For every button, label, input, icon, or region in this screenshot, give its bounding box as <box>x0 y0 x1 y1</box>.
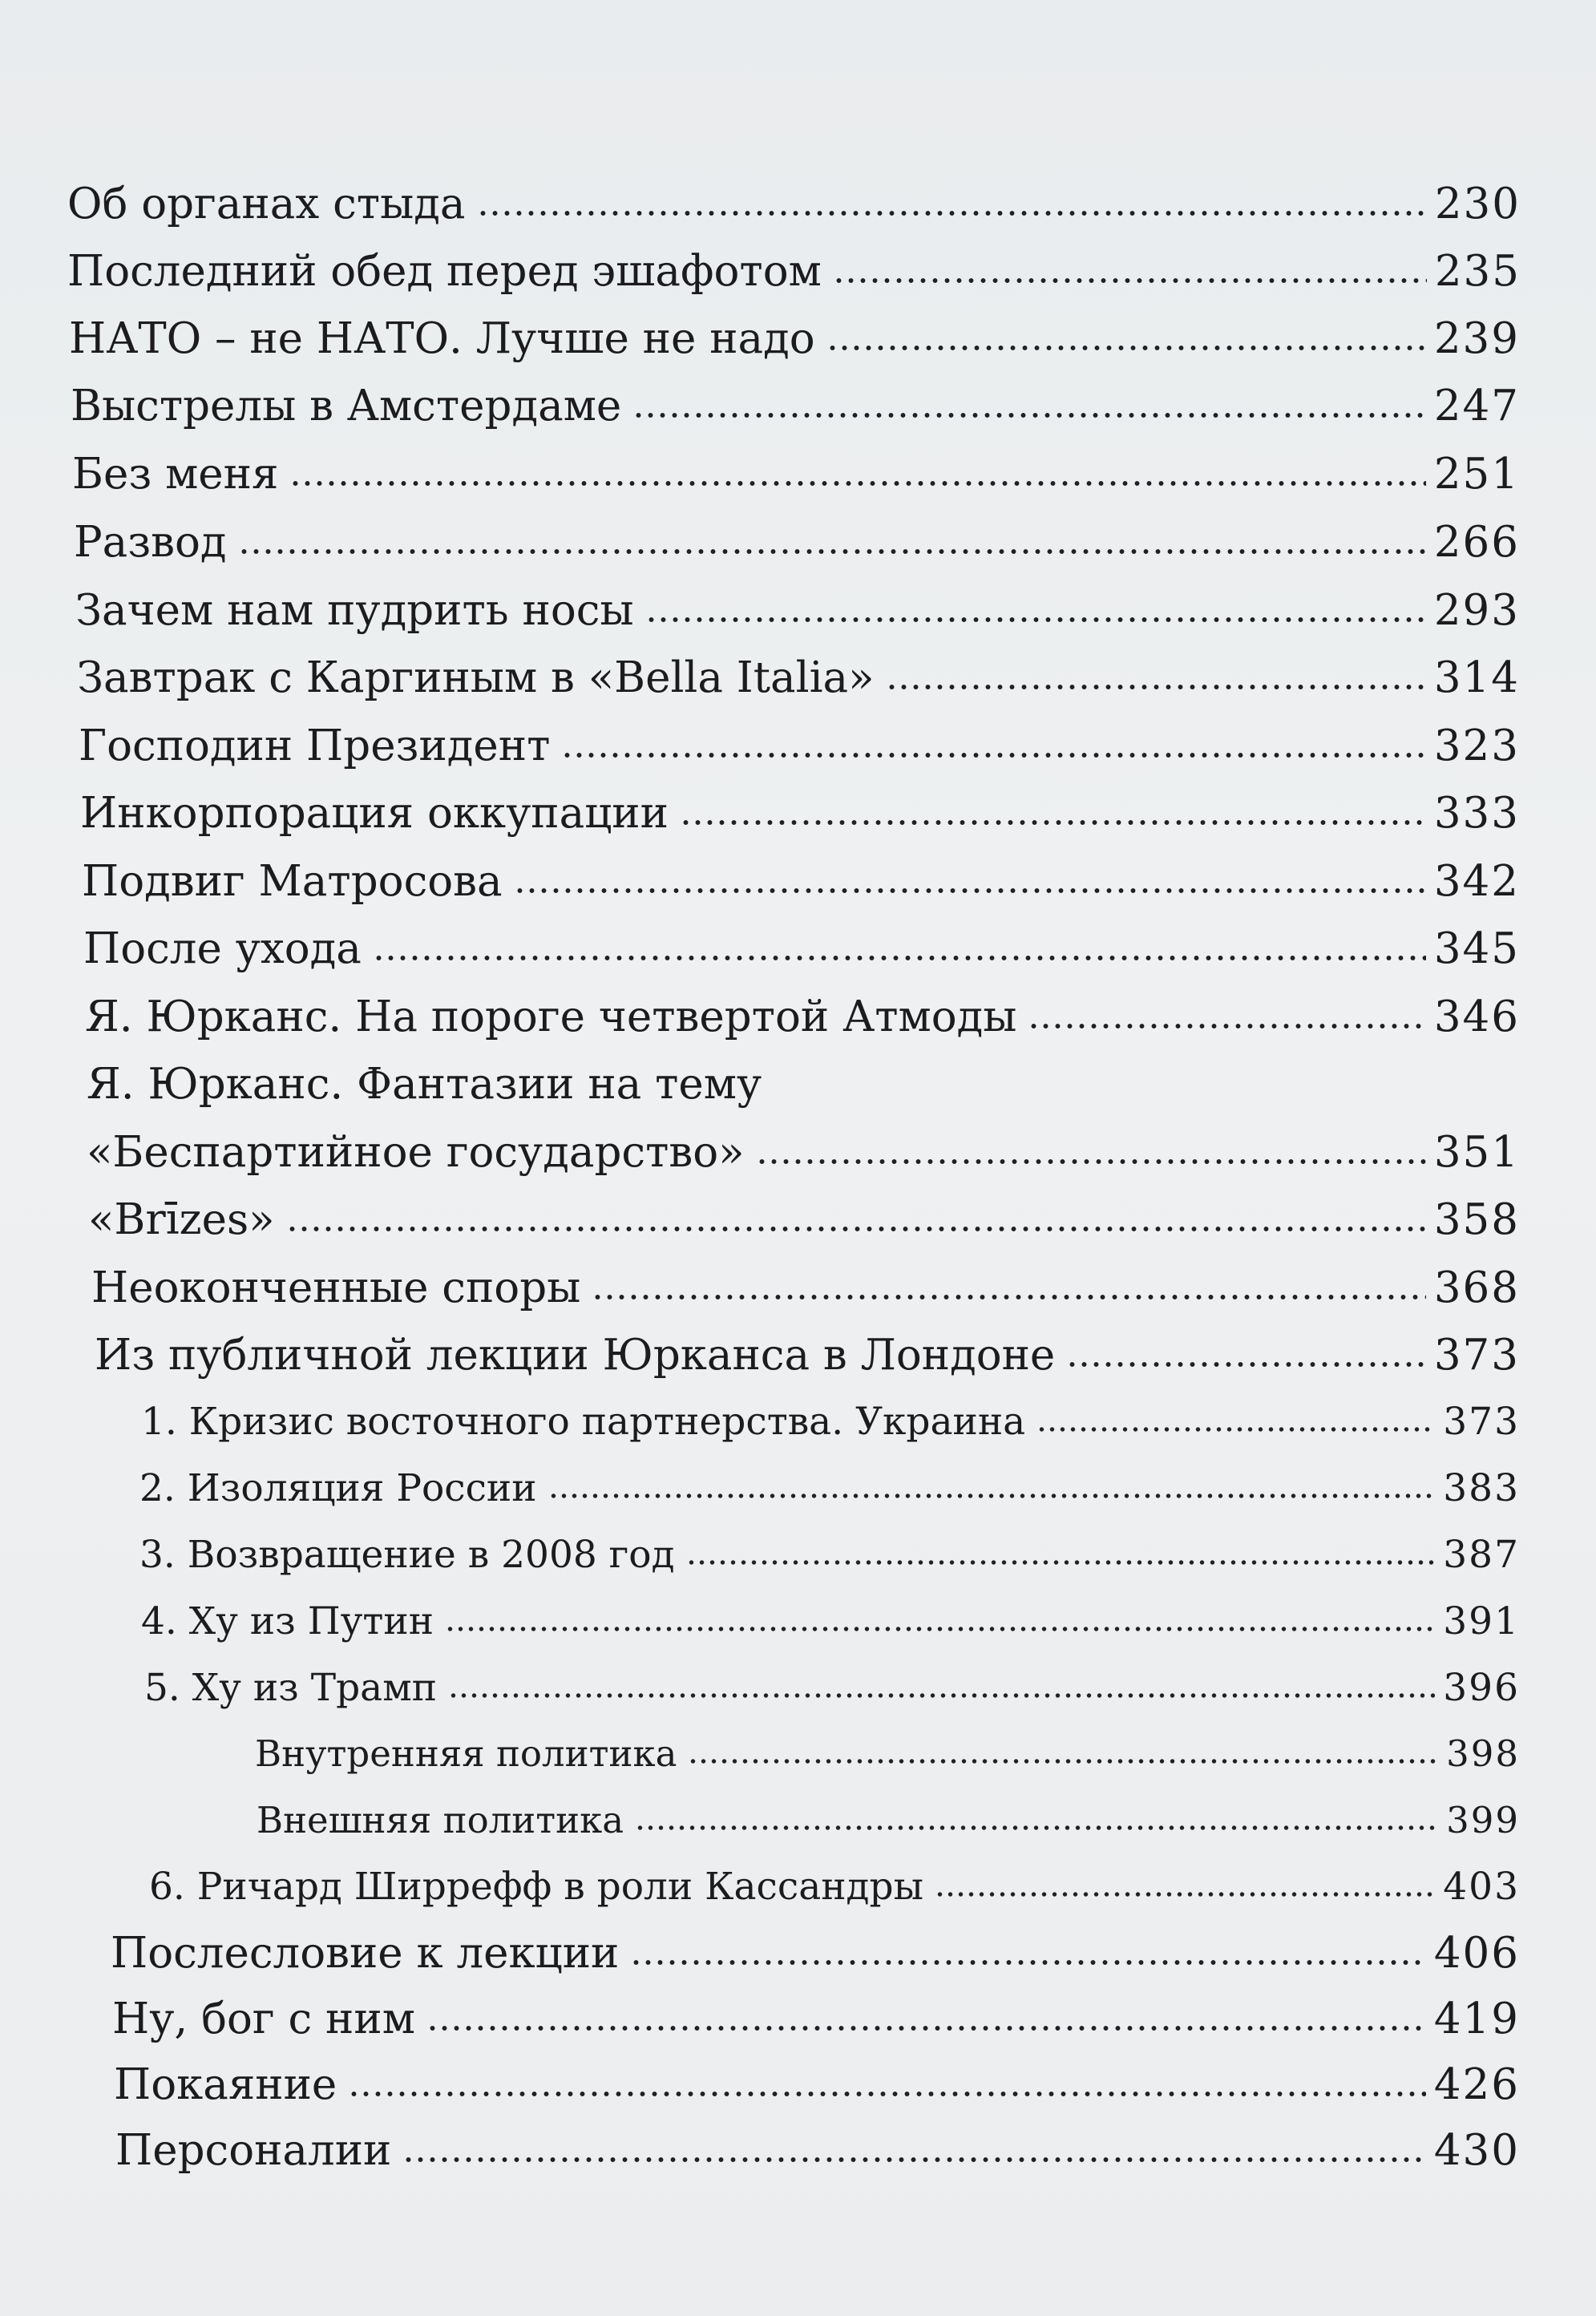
toc-entry-page: 235 <box>1434 247 1521 296</box>
toc-entry-title: Послесловие к лекции <box>111 1929 620 1978</box>
dot-leader <box>1036 1426 1435 1433</box>
dot-leader <box>402 2156 1425 2163</box>
toc-entry-page: 383 <box>1443 1466 1520 1510</box>
toc-entry-title: Ну, бог с ним <box>112 1995 415 2043</box>
toc-entry-page: 346 <box>1433 992 1520 1041</box>
toc-subentry[interactable] <box>139 1466 1520 1534</box>
toc-entry[interactable] <box>69 314 1520 382</box>
dot-leader <box>826 345 1426 351</box>
toc-entry[interactable] <box>95 1331 1520 1398</box>
toc-entry-title: Я. Юрканс. На пороге четвертой Атмоды <box>85 992 1017 1041</box>
dot-leader <box>1066 1361 1426 1368</box>
dot-leader <box>426 2025 1426 2031</box>
toc-entry-page: 239 <box>1433 314 1520 363</box>
toc-entry-page: 323 <box>1433 721 1520 770</box>
toc-entry[interactable] <box>75 586 1520 653</box>
dot-leader <box>632 412 1426 418</box>
toc-entry-title: Внешняя политика <box>257 1799 624 1841</box>
toc-entry[interactable] <box>87 1128 1520 1195</box>
toc-entry-title: Последний обед перед эшафотом <box>67 247 822 296</box>
toc-entry-page: 342 <box>1433 857 1520 906</box>
toc-entry-title: Инкорпорация оккупации <box>80 789 669 838</box>
toc-entry[interactable] <box>87 1060 1520 1127</box>
toc-entry-page: 314 <box>1433 653 1520 702</box>
toc-entry-page: 358 <box>1433 1195 1520 1244</box>
toc-entry[interactable] <box>115 2126 1520 2193</box>
toc-entry[interactable] <box>111 1929 1520 1996</box>
toc-entry-title: Господин Президент <box>79 721 551 770</box>
toc-entry[interactable] <box>82 857 1520 924</box>
toc-entry-title: 1. Кризис восточного партнерства. Украина <box>141 1400 1026 1444</box>
toc-entry[interactable] <box>79 721 1520 789</box>
toc-entry[interactable] <box>67 247 1521 314</box>
toc-entry[interactable] <box>88 1195 1520 1263</box>
dot-leader <box>756 1158 1426 1165</box>
dot-leader <box>688 1758 1438 1764</box>
toc-entry-title: После ухода <box>83 924 362 973</box>
toc-entry[interactable] <box>67 180 1521 247</box>
dot-leader <box>289 480 1425 487</box>
toc-entry-page: 391 <box>1443 1599 1520 1643</box>
toc-entry-page: 403 <box>1443 1865 1520 1909</box>
toc-entry-title: Подвиг Матросова <box>82 857 503 906</box>
toc-entry-title: Завтрак с Каргиным в «Bella Italia» <box>77 653 875 702</box>
dot-leader <box>286 1226 1426 1232</box>
dot-leader <box>548 1493 1436 1499</box>
toc-entry-page: 345 <box>1433 924 1520 973</box>
toc-entry[interactable] <box>112 1995 1520 2062</box>
toc-subentry[interactable] <box>149 1865 1520 1932</box>
toc-entry-page: 293 <box>1433 586 1520 635</box>
toc-entry[interactable] <box>85 992 1520 1060</box>
toc-entry[interactable] <box>71 382 1520 449</box>
toc-entry-title: Развод <box>74 518 227 567</box>
toc-entry-title: Покаяние <box>114 2060 337 2109</box>
toc-entry-title: Зачем нам пудрить носы <box>75 586 634 635</box>
toc-entry-title: Выстрелы в Амстердаме <box>71 382 622 430</box>
toc-entry-title: Персоналии <box>115 2126 392 2175</box>
toc-subentry[interactable] <box>144 1666 1520 1733</box>
toc-entry-title: 5. Ху из Трамп <box>144 1666 438 1710</box>
toc-entry[interactable] <box>72 450 1520 517</box>
toc-entry-page: 333 <box>1433 789 1520 838</box>
toc-entry-page: 251 <box>1433 450 1520 499</box>
dot-leader <box>561 752 1425 758</box>
dot-leader <box>1028 1023 1425 1029</box>
toc-entry-page: 406 <box>1433 1929 1520 1978</box>
toc-entry-title: НАТО – не НАТО. Лучше не надо <box>69 314 815 363</box>
toc-subentry[interactable] <box>141 1599 1520 1667</box>
dot-leader <box>373 955 1426 961</box>
toc-entry-page: 396 <box>1443 1666 1520 1710</box>
toc-entry-title: Внутренняя политика <box>255 1732 677 1775</box>
dot-leader <box>630 1959 1425 1966</box>
dot-leader <box>645 616 1426 623</box>
dot-leader <box>635 1825 1438 1831</box>
toc-entry-page: 399 <box>1446 1799 1520 1841</box>
toc-entry-page: 426 <box>1433 2060 1520 2109</box>
toc-entry-page: 368 <box>1433 1263 1520 1312</box>
dot-leader <box>686 1559 1436 1566</box>
toc-entry[interactable] <box>91 1263 1520 1331</box>
toc-entry-page: 266 <box>1433 518 1520 567</box>
toc-entry-title: Неоконченные споры <box>91 1263 581 1312</box>
toc-entry-page: 351 <box>1433 1128 1520 1177</box>
dot-leader <box>238 548 1426 555</box>
dot-leader <box>477 210 1427 216</box>
toc-subsubentry[interactable] <box>255 1732 1520 1800</box>
dot-leader <box>448 1692 1435 1699</box>
dot-leader <box>680 819 1426 826</box>
toc-entry-title: 2. Изоляция России <box>139 1466 537 1510</box>
toc-entry-page: 230 <box>1434 180 1521 228</box>
toc-entry-page: 419 <box>1433 1995 1520 2043</box>
toc-entry-page: 387 <box>1443 1533 1520 1577</box>
toc-entry-title: «Brīzes» <box>88 1195 275 1244</box>
toc-subsubentry[interactable] <box>257 1799 1520 1866</box>
toc-entry[interactable] <box>80 789 1520 856</box>
toc-entry-page: 373 <box>1443 1400 1520 1444</box>
dot-leader <box>592 1294 1426 1300</box>
toc-entry-title: 4. Ху из Путин <box>141 1599 434 1643</box>
toc-entry-title: 6. Ричард Ширрефф в роли Кассандры <box>149 1865 923 1909</box>
dot-leader <box>445 1626 1435 1632</box>
toc-entry[interactable] <box>114 2060 1520 2128</box>
toc-entry-title: Я. Юрканс. Фантазии на тему <box>87 1060 762 1109</box>
toc-entry[interactable] <box>74 518 1520 585</box>
toc-entry-page: 247 <box>1433 382 1520 430</box>
toc-entry-title: Без меня <box>72 450 279 499</box>
toc-subentry[interactable] <box>139 1533 1520 1600</box>
toc-entry-page: 430 <box>1433 2126 1520 2175</box>
toc-entry-page: 398 <box>1446 1732 1520 1775</box>
toc-subentry[interactable] <box>141 1400 1520 1467</box>
toc-entry-title: 3. Возвращение в 2008 год <box>139 1533 675 1577</box>
dot-leader <box>514 887 1426 894</box>
toc-entry[interactable] <box>77 653 1520 721</box>
dot-leader <box>833 277 1427 284</box>
dot-leader <box>935 1891 1435 1898</box>
toc-entry-title: «Беспартийное государство» <box>87 1128 745 1177</box>
toc-entry-title: Об органах стыда <box>67 180 466 228</box>
toc-entry-title: Из публичной лекции Юрканса в Лондоне <box>95 1331 1056 1380</box>
toc-entry[interactable] <box>83 924 1520 992</box>
toc-entry-page: 373 <box>1433 1331 1520 1380</box>
dot-leader <box>886 684 1426 690</box>
dot-leader <box>348 2091 1426 2097</box>
